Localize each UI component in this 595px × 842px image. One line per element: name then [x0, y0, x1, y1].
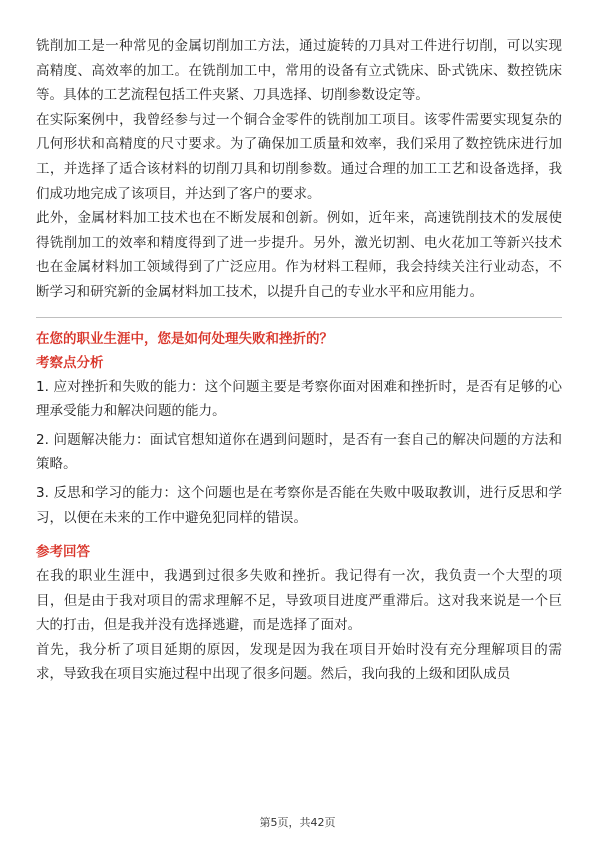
- document-page: [36, 34, 562, 687]
- analysis-item-3: 3. 反思和学习的能力：这个问题也是在考察你是否能在失败中吸取教训，进行反思和学习，以便在未来的工作中避免犯同样的错误。: [36, 484, 562, 526]
- analysis-item-1: 1. 应对挫折和失败的能力：这个问题主要是考察你面对困难和挫折时，是否有足够的心理承受能力和解决问题的能力。: [36, 378, 562, 420]
- answer-paragraph-2: 首先，我分析了项目延期的原因，发现是因为我在项目开始时没有充分理解项目的需求，导致我在项目实施过程中出现了很多问题。然后，我向我的上级和团队成员: [36, 641, 562, 683]
- analysis-title: 考察点分析: [36, 354, 104, 371]
- answer-title: 参考回答: [36, 544, 90, 561]
- intro-paragraph-2: 在实际案例中，我曾经参与过一个铜合金零件的铣削加工项目。该零件需要实现复杂的几何形状和高精度的尺寸要求。为了确保加工质量和效率，我们采用了数控铣床进行加工，并选择了适合该材料的切削刀具和切削参数。通过合理的加工工艺和设备选择，我们成功地完成了该项目，并达到了客户的要求。: [36, 111, 562, 202]
- interview-question: 在您的职业生涯中，您是如何处理失败和挫折的？: [36, 330, 333, 347]
- answer-paragraph-1: 在我的职业生涯中，我遇到过很多失败和挫折。我记得有一次，我负责一个大型的项目，但是由于我对项目的需求理解不足，导致项目进度严重滞后。这对我来说是一个巨大的打击，但是我并没有选择逃避，而是选择了面对。: [36, 568, 562, 634]
- intro-paragraph-3: 此外，金属材料加工技术也在不断发展和创新。例如，近年来，高速铣削技术的发展使得铣削加工的效率和精度得到了进一步提升。另外，激光切割、电火花加工等新兴技术也在金属材料加工领域得到了广泛应用。作为材料工程师，我会持续关注行业动态，不断学习和研究新的金属材料加工技术，以提升自己的专业水平和应用能力。: [36, 210, 562, 300]
- page-number-footer: 第5页，共42页: [259, 816, 336, 829]
- analysis-item-2: 2. 问题解决能力：面试官想知道你在遇到问题时，是否有一套自己的解决问题的方法和策略。: [36, 431, 562, 473]
- intro-paragraph-1: 铣削加工是一种常见的金属切削加工方法，通过旋转的刀具对工件进行切削，可以实现高精度、高效率的加工。在铣削加工中，常用的设备有立式铣床、卧式铣床、数控铣床等。具体的工艺流程包括工件夹紧、刀具选择、切削参数设定等。: [36, 38, 562, 104]
- section-divider: [36, 317, 562, 318]
